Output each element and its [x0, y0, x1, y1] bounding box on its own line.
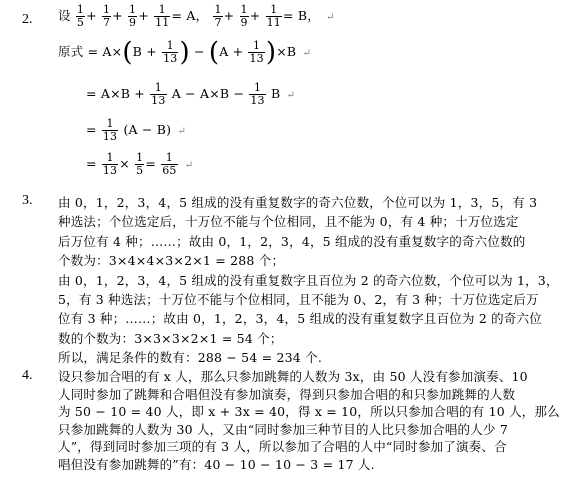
p3-line-8: 数的个数为：3×3×3×2×1 = 54 个； — [58, 330, 283, 346]
problem-4-body — [58, 368, 560, 474]
problem-2-line-4: = $\frac{1}{13}$ (A − B) ↵ — [86, 117, 187, 143]
fraction-1-65: $\frac{1}{65}$ — [162, 151, 177, 177]
p3-line-3: 后万位有 4 种；……；故由 0，1，2，3，4，5 组成的没有重复数字的奇六位数的 — [58, 233, 526, 249]
fraction-1-7: $\frac{1}{7}$ — [102, 3, 111, 29]
p3-line-2: 种选法；个位选定后，十万位不能与个位相同，且不能为 0，有 4 种；十万位选定 — [58, 214, 519, 230]
p3-line-5: 由 0，1，2，3，4，5 组成的没有重复数字且百位为 2 的奇六位数，个位可以为 1，3， — [58, 272, 559, 288]
fraction-1-13-f: $\frac{1}{13}$ — [102, 151, 118, 177]
fraction-1-11: $\frac{1}{11}$ — [155, 3, 170, 29]
problem-2-line-1: 设 $\frac{1}{5}$ + $\frac{1}{7}$ + $\frac{1}{9}$ + $\frac{1}{11}$ = A， $\frac{1}{7}$ + $\frac{1}{9}$ + $\frac{1}{11}$ = B， ↵ — [58, 3, 335, 29]
fraction-1-13-a: $\frac{1}{13}$ — [163, 39, 178, 65]
problem-2-line-5: = $\frac{1}{13}$ × $\frac{1}{5}$ = $\frac{1}{65}$ ↵ — [86, 151, 194, 177]
fraction-1-13-b: $\frac{1}{13}$ — [249, 39, 264, 65]
p2-line4-b: (A − B) — [123, 122, 172, 137]
p3-line-7: 位有 3 种；……；故由 0，1，2，3，4，5 组成的没有重复数字且百位为 2 的奇六位 — [58, 311, 542, 327]
problem-3-number: 3. — [22, 193, 33, 208]
problem-2-line-3 — [86, 82, 295, 107]
fraction-1-7-b: $\frac{1}{7}$ — [214, 3, 222, 29]
fraction-1-13-e: $\frac{1}{13}$ — [102, 117, 118, 143]
return-mark-icon: ↵ — [302, 48, 312, 59]
p4-line-1: 设只参加合唱的有 x 人，那么只参加跳舞的人数为 3x，由 50 人没有参加演奏、10 — [58, 369, 528, 384]
p2-yuanshi: 原式 — [58, 44, 84, 59]
p3-line-4: 个数为：3×4×4×3×2×1 = 288 个； — [58, 253, 285, 269]
return-mark-icon: ↵ — [177, 126, 187, 137]
return-mark-icon: ↵ — [184, 160, 194, 171]
p2-b-label: B， — [297, 8, 320, 23]
fraction-1-5: $\frac{1}{5}$ — [76, 3, 85, 29]
problem-4-number: 4. — [22, 368, 33, 383]
p4-line-6: 唱但没有参加跳舞的”有：40 − 10 − 10 − 3 = 17 人. — [58, 456, 375, 472]
fraction-1-5-b: $\frac{1}{5}$ — [136, 151, 144, 177]
fraction-1-9-b: $\frac{1}{9}$ — [240, 3, 248, 29]
fraction-1-11-b: $\frac{1}{11}$ — [266, 3, 281, 29]
p2-a-label: A， — [186, 8, 209, 23]
p2-line3-a: = A×B + — [86, 86, 145, 101]
problem-2-number: 2. — [22, 12, 33, 27]
p3-line-1: 由 0，1，2，3，4，5 组成的没有重复数字的奇六位数，个位可以为 1，3，5，有 3 — [58, 195, 538, 210]
return-mark-icon: ↵ — [326, 12, 335, 23]
fraction-1-13-c: $\frac{1}{13}$ — [151, 81, 166, 107]
fraction-1-9: $\frac{1}{9}$ — [129, 3, 137, 29]
p4-line-2: 人同时参加了跳舞和合唱但没有参加演奏，得到只参加合唱的和只参加跳舞的人数 — [58, 386, 516, 402]
p4-line-4: 只参加跳舞的人数为 30 人，又由“同时参加三种节目的人比只参加合唱的人少 7 — [58, 421, 508, 437]
p2-line3-c: B — [270, 86, 281, 101]
p2-line3-b: A − A×B − — [171, 86, 245, 101]
problem-2-line-2: 原式 = A×(B + $\frac{1}{13}$ ) − (A + $\frac{1}{13}$ )×B ↵ — [58, 37, 312, 68]
p2-text-she: 设 — [58, 8, 71, 23]
p3-line-6: 5，有 3 种选法；十万位不能与个位相同，且不能为 0、2，有 3 种；十万位选定后万 — [58, 292, 539, 308]
fraction-1-13-d: $\frac{1}{13}$ — [250, 81, 265, 107]
p4-line-3: 为 50 − 10 = 40 人，即 x + 3x = 40，得 x = 10，所以只参加合唱的有 10 人，那么 — [58, 404, 560, 420]
p3-line-9: 所以，满足条件的数有：288 − 54 = 234 个. — [58, 350, 323, 366]
return-mark-icon: ↵ — [286, 90, 296, 101]
problem-3-body — [58, 193, 559, 368]
p4-line-5: 人”，得到同时参加三项的有 3 人，所以参加了合唱的人中“同时参加了演奏、合 — [58, 439, 507, 455]
